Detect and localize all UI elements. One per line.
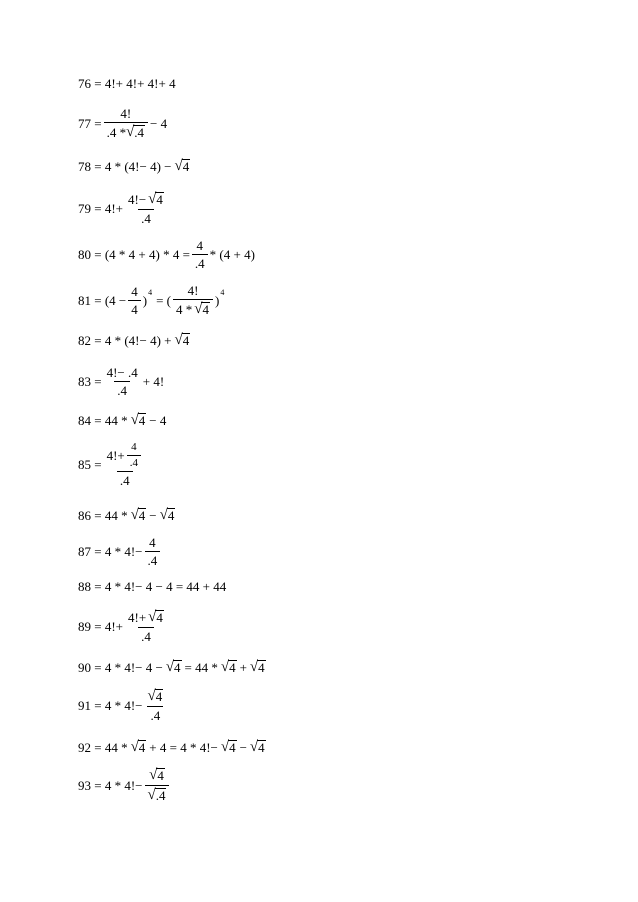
radical-sign: √ (130, 412, 139, 428)
radicand: 4 (138, 740, 146, 756)
radical-sign: √ (165, 659, 175, 675)
equation-lhs: 89 = 4!+ (78, 618, 123, 634)
equation-76 (78, 77, 176, 90)
operator: − (239, 739, 247, 755)
equation-lhs: 92 = 44 * (78, 739, 128, 755)
denominator: .4 (147, 706, 163, 722)
equation-80 (78, 239, 255, 270)
numerator (125, 610, 167, 627)
radicand: 4 (156, 192, 163, 208)
radicand: 4 (202, 302, 209, 318)
radical-sign: √ (148, 609, 157, 625)
numerator: 4! (120, 106, 132, 121)
numerator: 4 (196, 238, 204, 253)
square-root (160, 508, 176, 523)
square-root (131, 508, 147, 523)
denominator: .4 (192, 254, 208, 270)
operator: = 44 * (184, 659, 218, 675)
fraction (104, 442, 146, 487)
denominator (173, 299, 213, 317)
equation-lhs: 90 = 4 * 4!− 4 − (78, 659, 163, 675)
square-root (149, 768, 165, 783)
square-root (148, 788, 167, 803)
equation-lhs: 79 = 4!+ (78, 200, 123, 216)
inner-numerator: 4 (131, 441, 137, 453)
denominator: .4 (138, 209, 154, 225)
equation-92 (78, 740, 266, 755)
square-root (221, 740, 237, 755)
radicand: 4 (157, 768, 164, 784)
fraction (104, 107, 148, 140)
radicand: .4 (134, 125, 145, 141)
square-root (174, 333, 190, 348)
numerator-text: 4!+ (106, 448, 125, 463)
radicand: 4 (156, 610, 163, 626)
equation-tail: + 4! (142, 374, 165, 389)
fraction (145, 536, 161, 567)
fraction (125, 192, 167, 225)
equation-84 (78, 413, 166, 428)
denominator: .4 (138, 627, 154, 643)
denominator: .4 (145, 551, 161, 567)
denominator: .4 (117, 471, 133, 487)
fraction (192, 239, 208, 270)
radical-sign: √ (149, 767, 158, 783)
radicand: 4 (138, 413, 146, 429)
square-root (221, 660, 237, 675)
equation-78 (78, 159, 190, 174)
fraction (125, 610, 167, 643)
radical-sign: √ (126, 124, 135, 140)
equation-lhs: 93 = 4 * 4!− (78, 777, 143, 793)
equation-88 (78, 580, 226, 593)
exponent: 4 (220, 288, 225, 298)
radical-sign: √ (147, 688, 156, 704)
equation-82 (78, 333, 190, 348)
equation-81 (78, 284, 224, 317)
square-root (250, 660, 266, 675)
radicand: 4 (182, 333, 190, 349)
square-root (131, 740, 147, 755)
numerator (146, 768, 168, 785)
numerator-text: 4!+ (128, 609, 147, 625)
equation-lhs: 77 = (78, 115, 102, 131)
equation-89 (78, 610, 169, 643)
equation-lhs: 80 = (4 * 4 + 4) * 4 = (78, 247, 190, 262)
numerator (104, 442, 146, 471)
inner-denominator: .4 (127, 455, 141, 469)
numerator (145, 689, 167, 706)
equation-lhs: 82 = 4 * (4!− 4) + (78, 332, 172, 348)
radicand: 4 (167, 508, 175, 524)
close-paren: ) (214, 292, 220, 308)
equation-text: 76 = 4!+ 4!+ 4!+ 4 (78, 76, 176, 91)
radicand: 4 (155, 689, 163, 705)
inner-fraction (127, 442, 141, 469)
radicand: 4 (174, 660, 181, 676)
square-root (166, 660, 182, 675)
radical-sign: √ (159, 507, 168, 523)
operator: + 4 = 4 * 4!− (149, 739, 218, 755)
exponent: 4 (148, 288, 153, 298)
radical-sign: √ (249, 659, 259, 675)
equation-lhs: 84 = 44 * (78, 412, 128, 428)
square-root (174, 159, 190, 174)
fraction (173, 284, 213, 317)
radical-sign: √ (130, 739, 139, 755)
numerator: 4! (187, 283, 199, 298)
denominator-text: .4 * (106, 124, 127, 140)
denominator: 4 (128, 300, 141, 316)
equation-83 (78, 366, 164, 397)
equation-87 (78, 536, 162, 567)
equation-79 (78, 192, 169, 225)
equation-lhs: 86 = 44 * (78, 507, 128, 523)
radicand: 4 (182, 159, 190, 175)
numerator: 4!− .4 (106, 365, 138, 380)
equals-open: = ( (156, 292, 172, 308)
radical-sign: √ (174, 158, 183, 174)
equation-lhs: 81 = (4 − (78, 292, 127, 308)
radicand: .4 (155, 788, 166, 804)
equation-lhs: 83 = (78, 374, 102, 389)
square-root (126, 125, 145, 140)
equation-86 (78, 508, 175, 523)
numerator-text: 4!− (128, 191, 147, 207)
radical-sign: √ (148, 191, 157, 207)
denominator-text: 4 * (176, 301, 193, 317)
fraction (128, 285, 141, 316)
equation-lhs: 78 = 4 * (4!− 4) − (78, 158, 172, 174)
denominator: .4 (114, 381, 130, 397)
denominator (145, 785, 170, 803)
radicand: 4 (229, 740, 236, 756)
fraction (104, 366, 141, 397)
equation-lhs: 87 = 4 * 4!− (78, 544, 143, 559)
equation-91 (78, 689, 168, 722)
equation-85 (78, 442, 148, 487)
radical-sign: √ (194, 301, 203, 317)
radical-sign: √ (249, 739, 259, 755)
radicand: 4 (138, 508, 146, 524)
equation-90 (78, 660, 266, 675)
numerator: 4 (149, 535, 156, 550)
denominator (104, 122, 148, 140)
equation-lhs: 91 = 4 * 4!− (78, 697, 143, 713)
radical-sign: √ (220, 659, 230, 675)
square-root (250, 740, 266, 755)
square-root (148, 610, 164, 625)
radicand: 4 (258, 660, 265, 676)
square-root (131, 413, 147, 428)
radical-sign: √ (220, 739, 230, 755)
equation-lhs: 85 = (78, 457, 102, 472)
operator: − (149, 507, 157, 523)
numerator (125, 192, 167, 209)
equation-93 (78, 768, 171, 803)
square-root (148, 689, 164, 704)
square-root (148, 192, 164, 207)
equation-77 (78, 107, 167, 140)
fraction (145, 768, 170, 803)
equation-text: 88 = 4 * 4!− 4 − 4 = 44 + 44 (78, 579, 227, 594)
square-root (194, 302, 210, 317)
close-paren: ) (142, 292, 148, 308)
numerator: 4 (131, 283, 138, 299)
radicand: 4 (229, 660, 236, 676)
radical-sign: √ (174, 332, 183, 348)
equation-tail: − 4 (150, 115, 168, 131)
equation-tail: − 4 (149, 412, 167, 428)
operator: + (239, 659, 247, 675)
fraction (145, 689, 167, 722)
radicand: 4 (258, 740, 265, 756)
radical-sign: √ (130, 507, 139, 523)
radical-sign: √ (147, 786, 156, 803)
equation-tail: * (4 + 4) (209, 247, 255, 262)
